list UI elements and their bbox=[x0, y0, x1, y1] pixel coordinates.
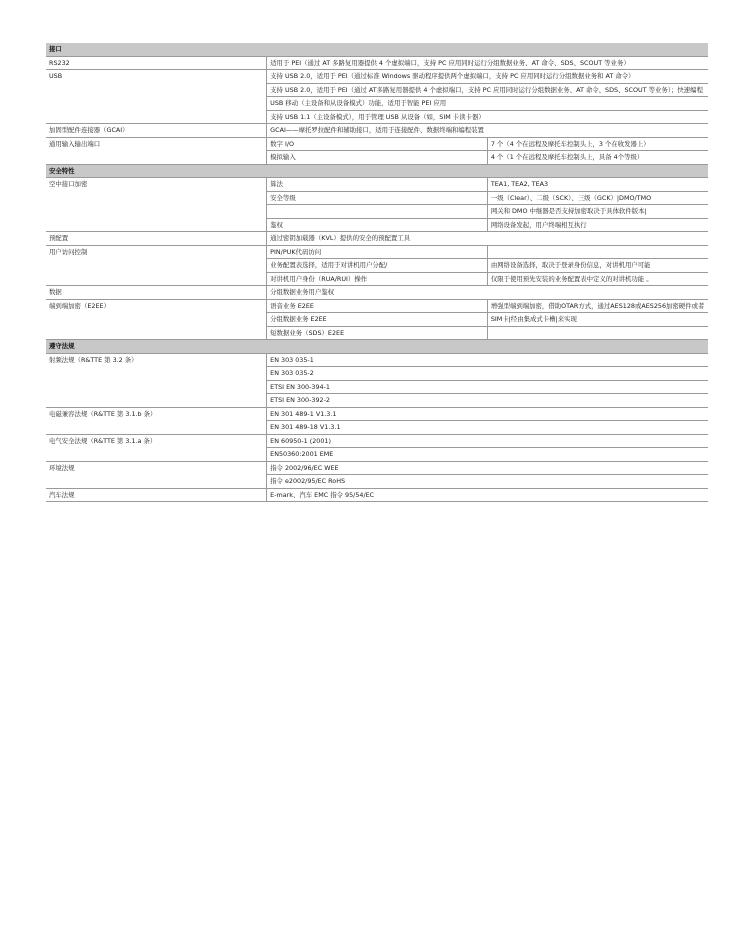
spec-label bbox=[46, 380, 267, 394]
spec-detail: 由网络设备选择，取决于登录身份信息，对讲机用户可能 bbox=[487, 259, 708, 273]
spec-value: EN 303 035-1 bbox=[267, 353, 708, 367]
spec-label bbox=[46, 110, 267, 124]
spec-row bbox=[46, 286, 708, 300]
spec-detail: SIM卡|经由集成式卡槽|来实现 bbox=[487, 313, 708, 327]
spec-row bbox=[46, 353, 708, 367]
spec-detail: 仅限于使用预先安装的业务配置表中定义的对讲机功能 。 bbox=[487, 272, 708, 286]
spec-value: 支持 USB 2.0，适用于 PEI（通过 AT多路复用器提供 4 个虚拟端口，支持 PC 应用同时运行分组数据业务、AT 命令、SDS、SCOUT 等业务）；快速编程 bbox=[267, 83, 708, 97]
spec-row bbox=[46, 475, 708, 489]
spec-row bbox=[46, 191, 708, 205]
spec-value: 支持 USB 2.0，适用于 PEI（通过标准 Windows 驱动程序提供两个虚拟端口，支持 PC 应用同时运行分组数据业务和 AT 命令） bbox=[267, 70, 708, 84]
spec-label: 加固型配件连接器（GCAI） bbox=[46, 124, 267, 138]
spec-label: 通用输入输出端口 bbox=[46, 137, 267, 151]
spec-value: ETSI EN 300-394-1 bbox=[267, 380, 708, 394]
spec-label bbox=[46, 218, 267, 232]
spec-label bbox=[46, 367, 267, 381]
spec-detail: 网关和 DMO 中继器是否支持加密取决于具体软件版本| bbox=[487, 205, 708, 219]
spec-row bbox=[46, 178, 708, 192]
spec-value: EN 60950-1 (2001) bbox=[267, 434, 708, 448]
spec-value: 支持 USB 1.1（主设备模式），用于管理 USB 从设备（如，SIM 卡读卡器） bbox=[267, 110, 708, 124]
spec-label: 汽车法规 bbox=[46, 488, 267, 502]
spec-value: 安全等级 bbox=[267, 191, 488, 205]
spec-label bbox=[46, 259, 267, 273]
spec-label: 电磁兼容法规（R&TTE 第 3.1.b 条） bbox=[46, 407, 267, 421]
spec-value: 对讲机用户身份（RUA/RUI）操作 bbox=[267, 272, 488, 286]
spec-label: RS232 bbox=[46, 56, 267, 70]
spec-row bbox=[46, 205, 708, 219]
spec-detail: TEA1, TEA2, TEA3 bbox=[487, 178, 708, 192]
spec-detail: 增强型端到端加密，借助OTAR方式，通过AES128或AES256加密硬件或者 bbox=[487, 299, 708, 313]
spec-label bbox=[46, 326, 267, 340]
spec-label bbox=[46, 97, 267, 111]
spec-value: 业务配置表选择，适用于对讲机用户分配/ bbox=[267, 259, 488, 273]
spec-row bbox=[46, 272, 708, 286]
spec-label: 空中接口加密 bbox=[46, 178, 267, 192]
spec-label bbox=[46, 205, 267, 219]
spec-value: 语音业务 E2EE bbox=[267, 299, 488, 313]
spec-row bbox=[46, 488, 708, 502]
spec-label: USB bbox=[46, 70, 267, 84]
spec-value: 模拟输入 bbox=[267, 151, 488, 165]
spec-row bbox=[46, 407, 708, 421]
spec-value: 短数据业务（SDS）E2EE bbox=[267, 326, 488, 340]
spec-row bbox=[46, 70, 708, 84]
spec-label bbox=[46, 448, 267, 462]
spec-value: 鉴权 bbox=[267, 218, 488, 232]
section-header-row bbox=[46, 43, 708, 56]
spec-label: 用户访问控制 bbox=[46, 245, 267, 259]
spec-row bbox=[46, 232, 708, 246]
spec-label bbox=[46, 313, 267, 327]
spec-label bbox=[46, 394, 267, 408]
spec-detail: 4 个（1 个在远程及摩托车控制头上，具备 4个等级） bbox=[487, 151, 708, 165]
spec-row bbox=[46, 83, 708, 97]
spec-row bbox=[46, 394, 708, 408]
spec-row bbox=[46, 259, 708, 273]
spec-value: USB 移动（主设备和从设备模式）功能，适用于智能 PEI 应用 bbox=[267, 97, 708, 111]
spec-value: PIN/PUK代码访问 bbox=[267, 245, 488, 259]
section-title: 遵守法规 bbox=[46, 340, 708, 354]
spec-value: ETSI EN 300-392-2 bbox=[267, 394, 708, 408]
spec-row bbox=[46, 56, 708, 70]
spec-label: 数据 bbox=[46, 286, 267, 300]
spec-value: 算法 bbox=[267, 178, 488, 192]
spec-value: EN50360:2001 EME bbox=[267, 448, 708, 462]
spec-table-body bbox=[46, 43, 708, 502]
spec-row bbox=[46, 245, 708, 259]
spec-value: 指令 2002/96/EC WEE bbox=[267, 461, 708, 475]
spec-label bbox=[46, 151, 267, 165]
spec-row bbox=[46, 124, 708, 138]
spec-detail: 7 个（4 个在远程及摩托车控制头上，3 个在收发器上） bbox=[487, 137, 708, 151]
spec-row bbox=[46, 313, 708, 327]
spec-value: 适用于 PEI（通过 AT 多路复用器提供 4 个虚拟端口，支持 PC 应用同时运行分组数据业务、AT 命令、SDS、SCOUT 等业务） bbox=[267, 56, 708, 70]
spec-value: EN 301 489-18 V1.3.1 bbox=[267, 421, 708, 435]
spec-row bbox=[46, 137, 708, 151]
spec-row bbox=[46, 421, 708, 435]
spec-value: 通过密钥加载器（KVL）提供的安全的预配置工具 bbox=[267, 232, 708, 246]
spec-value: 数字 I/O bbox=[267, 137, 488, 151]
spec-label bbox=[46, 475, 267, 489]
spec-detail bbox=[487, 326, 708, 340]
spec-value bbox=[267, 205, 488, 219]
spec-label bbox=[46, 272, 267, 286]
spec-label: 射频法规（R&TTE 第 3.2 条） bbox=[46, 353, 267, 367]
spec-row bbox=[46, 110, 708, 124]
spec-label: 预配置 bbox=[46, 232, 267, 246]
spec-row bbox=[46, 434, 708, 448]
spec-row bbox=[46, 299, 708, 313]
spec-row bbox=[46, 326, 708, 340]
spec-label: 电气安全法规（R&TTE 第 3.1.a 条） bbox=[46, 434, 267, 448]
spec-detail bbox=[487, 245, 708, 259]
spec-value: 分组数据业务 E2EE bbox=[267, 313, 488, 327]
section-title: 接口 bbox=[46, 43, 708, 56]
section-title: 安全特性 bbox=[46, 164, 708, 178]
spec-value: 指令 e2002/95/EC RoHS bbox=[267, 475, 708, 489]
spec-row bbox=[46, 97, 708, 111]
spec-label: 端到端加密（E2EE） bbox=[46, 299, 267, 313]
spec-label bbox=[46, 83, 267, 97]
spec-row bbox=[46, 367, 708, 381]
spec-table bbox=[46, 43, 708, 502]
section-header-row bbox=[46, 164, 708, 178]
spec-value: EN 303 035-2 bbox=[267, 367, 708, 381]
spec-value: GCAI——摩托罗拉配件和辅助接口，适用于连接配件、数据终端和编程装置 bbox=[267, 124, 708, 138]
spec-row bbox=[46, 448, 708, 462]
spec-detail: 一级（Clear）、二级（SCK）、三级（GCK）|DMO/TMO bbox=[487, 191, 708, 205]
spec-value: EN 301 489-1 V1.3.1 bbox=[267, 407, 708, 421]
spec-row bbox=[46, 151, 708, 165]
spec-label bbox=[46, 191, 267, 205]
spec-row bbox=[46, 461, 708, 475]
spec-label: 环境法规 bbox=[46, 461, 267, 475]
spec-detail: 网络设备发起，用户终端相互执行 bbox=[487, 218, 708, 232]
spec-row bbox=[46, 218, 708, 232]
spec-value: E-mark、汽车 EMC 指令 95/54/EC bbox=[267, 488, 708, 502]
section-header-row bbox=[46, 340, 708, 354]
spec-value: 分组数据业务用户鉴权 bbox=[267, 286, 708, 300]
spec-label bbox=[46, 421, 267, 435]
spec-row bbox=[46, 380, 708, 394]
